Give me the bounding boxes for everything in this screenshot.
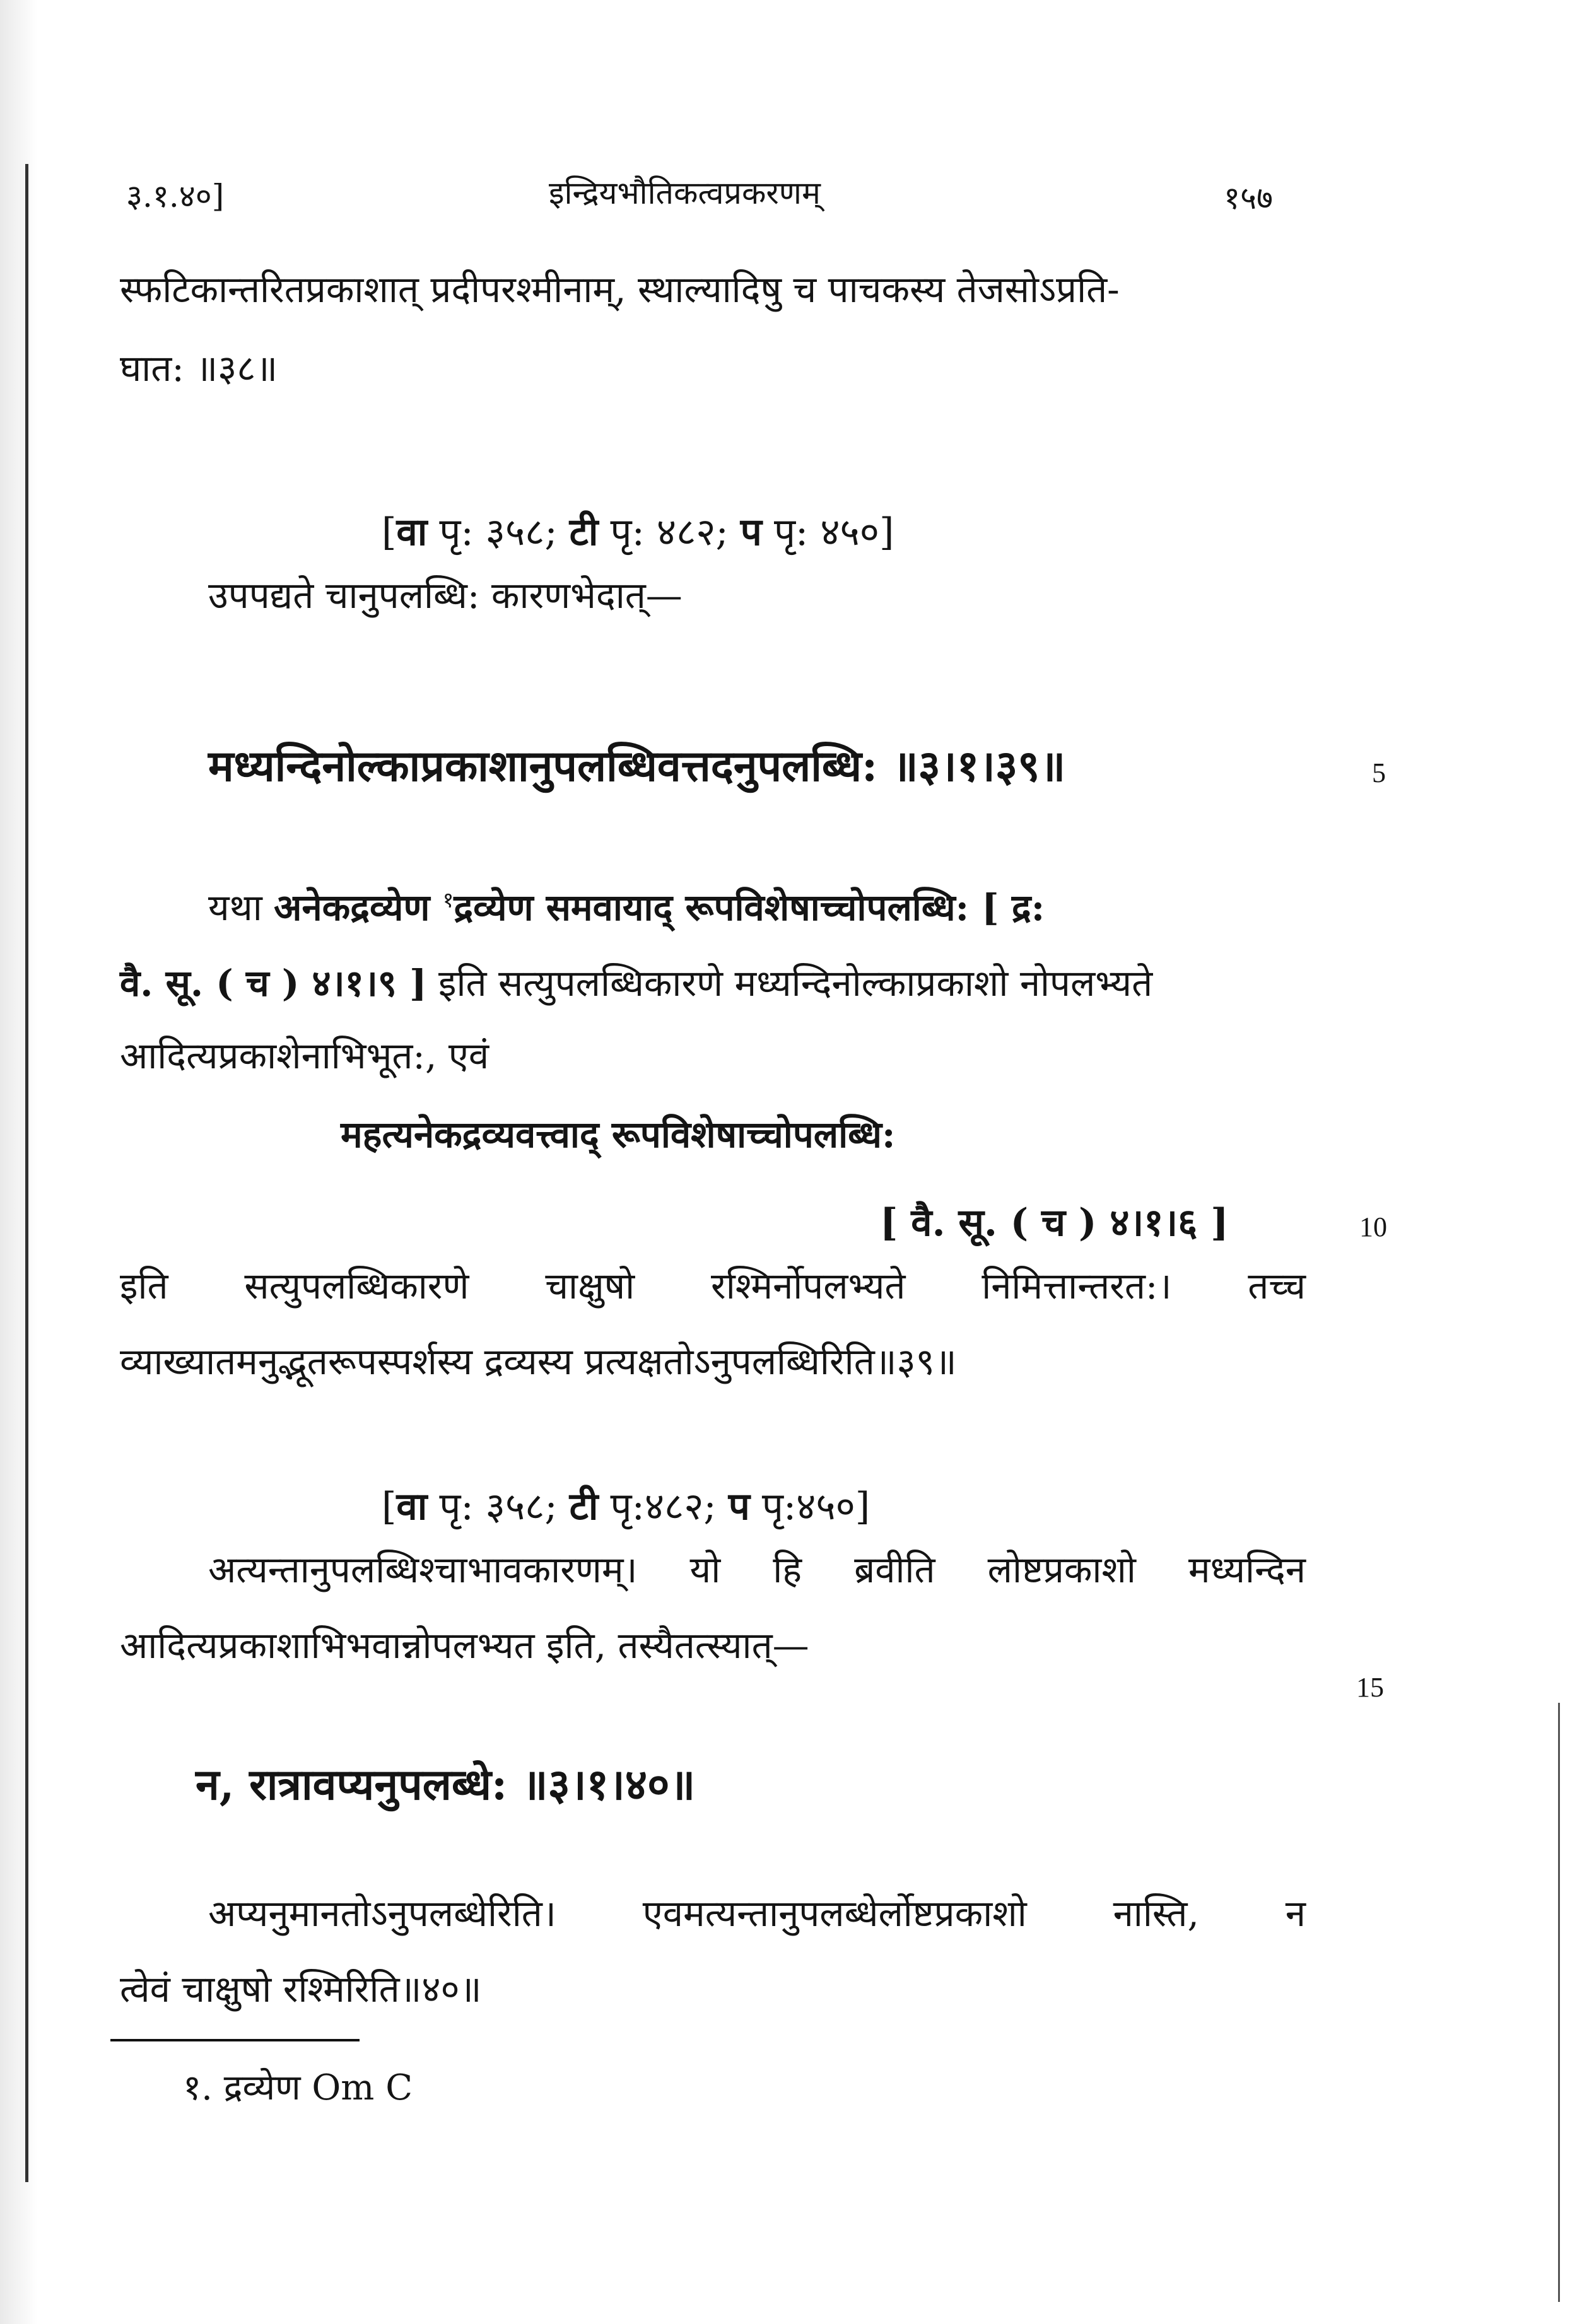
ref2-source-pa: प [728,1485,750,1529]
comm39-quoted-sutra: द्रव्येण समवायाद् रूपविशेषाच्चोपलब्धि: [ द्र: [454,886,1045,929]
ref-source-pa: प [740,510,762,554]
sutra-3-1-40: न, रात्रावप्यनुपलब्धे: ॥३।१।४०॥ [196,1760,696,1810]
header-section-ref: ३.१.४०] [126,178,225,214]
binding-edge-line [25,164,28,2182]
header-page-number: १५७ [1224,180,1273,216]
commentary39-line3: आदित्यप्रकाशेनाभिभूत:, एवं [120,1034,489,1077]
footnote-1: १. द्रव्येण Om C [183,2067,413,2108]
ref2-page-pa: पृ:४५० [749,1485,855,1529]
comm39-line2-text: इति सत्युपलब्धिकारणे मध्यन्दिनोल्काप्रकाशो नोपलभ्यते [426,962,1153,1005]
commentary40-line1: अप्यनुमानतोऽनुपलब्धेरिति। एवमत्यन्तानुपलब्धेर्लोष्टप्रकाशो नास्ति, न [208,1892,1306,1935]
para1-line2: घात: ॥३८॥ [120,347,278,390]
ref2-source-va: वा [396,1485,428,1529]
commentary39-line6: व्याख्यातमनुद्भूतरूपस्पर्शस्य द्रव्यस्य प्रत्यक्षतोऽनुपलब्धिरिति॥३९॥ [120,1340,957,1383]
line-number-5: 5 [1372,757,1386,788]
ref-source-va: वा [396,510,428,554]
para1-line1: स्फटिकान्तरितप्रकाशात् प्रदीपरश्मीनाम्, स्थाल्यादिषु च पाचकस्य तेजसोऽप्रति- [120,268,1120,311]
commentary39-line5: इति सत्युपलब्धिकारणे चाक्षुषो रश्मिर्नोपलभ्यते निमित्तान्तरत:। तच्च [120,1264,1306,1307]
comm39-vaisesika-ref: वै. सू. ( च ) ४।१।९ ] [120,962,427,1005]
intro2-line1: अत्यन्तानुपलब्धिश्चाभावकारणम्। यो हि ब्रवीति लोष्टप्रकाशो मध्यन्दिन [208,1548,1306,1591]
commentary39-line1 [208,886,1045,929]
ref-page-pa: पृ: ४५० [761,510,879,554]
ref-page-ti: पृ: ४८२; [598,510,729,554]
intro-line-1: उपपद्यते चानुपलब्धि: कारणभेदात्— [208,574,683,617]
commentary40-line2: त्वेवं चाक्षुषो रश्मिरिति॥४०॥ [120,1968,482,2011]
ref2-page-ti: पृ:४८२; [598,1485,717,1529]
scan-artifact-line [1558,1703,1560,2302]
scan-edge-shading [0,0,38,2324]
reference-line-1 [382,505,894,556]
ref2-source-ti: टी [569,1485,599,1529]
header-chapter-title: इन्द्रियभौतिकत्वप्रकरणम् [549,175,821,211]
ref-bracket-open: [ [382,510,397,554]
line-number-15: 15 [1356,1672,1384,1703]
footnote-rule [110,2039,360,2041]
sutra-3-1-39: मध्यन्दिनोल्काप्रकाशानुपलब्धिवत्तदनुपलब्धि: ॥३।१।३९॥ [208,741,1066,791]
reference-line-2 [382,1479,870,1531]
ref-bracket-close: ] [879,510,894,554]
comm39-quoted-term: अनेकद्रव्येण [274,886,443,929]
ref2-bracket-close: ] [855,1485,870,1529]
footnote-marker: १ [442,887,454,913]
commentary39-quote-ref: [ वै. सू. ( च ) ४।१।६ ] [880,1201,1229,1245]
commentary39-line2 [120,962,1153,1005]
ref-source-ti: टी [569,510,599,554]
comm39-yatha: यथा [208,886,274,929]
commentary39-quote: महत्यनेकद्रव्यवत्त्वाद् रूपविशेषाच्चोपलब्धि: [341,1113,896,1156]
intro2-line2: आदित्यप्रकाशाभिभवान्नोपलभ्यत इति, तस्यैतत्स्यात्— [120,1624,809,1667]
ref2-bracket-open: [ [382,1485,397,1529]
line-number-10: 10 [1359,1212,1387,1242]
ref2-page-va: पृ: ३५८; [427,1485,558,1529]
ref-page-va: पृ: ३५८; [427,510,558,554]
